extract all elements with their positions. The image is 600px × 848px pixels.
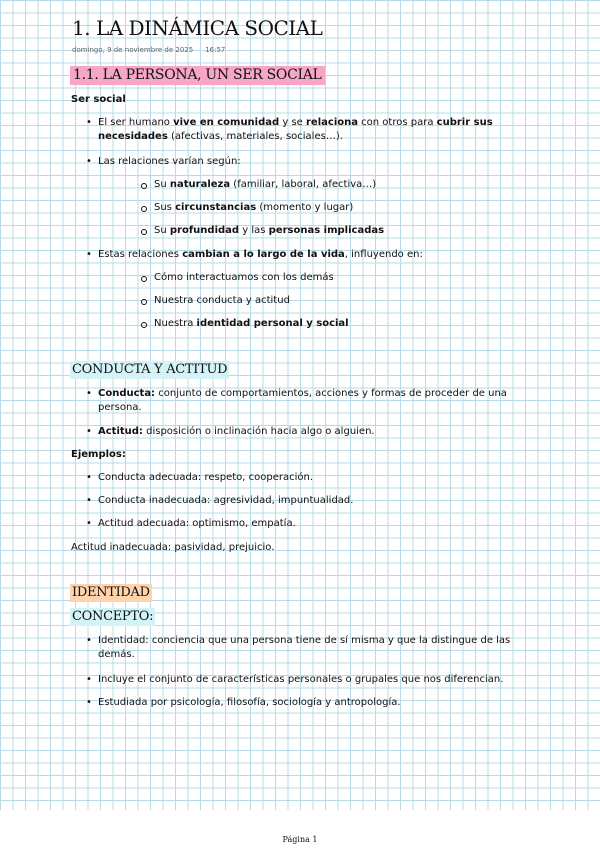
list-item: Cómo interactuamos con los demás [154,272,334,283]
bullet-icon: • [86,249,92,260]
list-item: Nuestra conducta y actitud [154,295,290,306]
bullet-icon: • [86,156,92,167]
page-time: 16:57 [205,46,226,54]
bullet-icon: • [86,697,92,708]
list-item: Actitud adecuada: optimismo, empatía. [98,518,296,529]
bullet-icon: • [86,674,92,685]
bullet-icon: • [86,518,92,529]
subheading-ser-social: Ser social [71,94,126,105]
bullet-icon: • [86,495,92,506]
list-item: Conducta inadecuada: agresividad, impuntualidad. [98,495,354,506]
section-heading-identidad: IDENTIDAD [72,585,150,600]
sub-bullet-icon [141,183,147,189]
section-heading-conducta: CONDUCTA Y ACTITUD [72,362,228,377]
list-item: Estudiada por psicología, filosofía, sociología y antropología. [98,697,401,708]
list-item: Conducta: conjunto de comportamientos, acciones y formas de proceder de una persona. [98,388,507,413]
list-item: Estas relaciones cambian a lo largo de la vida, influyendo en: [98,249,423,260]
list-item: Identidad: conciencia que una persona tiene de sí misma y que la distingue de las demás. [98,635,511,660]
bullet-icon: • [86,117,92,128]
bullet-icon: • [86,635,92,646]
sub-bullet-icon [141,276,147,282]
list-item: El ser humano vive en comunidad y se relaciona con otros para cubrir sus necesidades (afectivas, materiales, sociales…). [98,117,493,142]
bullet-icon: • [86,426,92,437]
page-number: Página 1 [282,835,318,844]
bullet-icon: • [86,388,92,399]
page-title: 1. LA DINÁMICA SOCIAL [72,16,323,40]
subheading-ejemplos: Ejemplos: [71,449,126,460]
list-item: Su naturaleza (familiar, laboral, afectiva…) [154,179,377,190]
list-item: Las relaciones varían según: [98,156,241,167]
list-item: Sus circunstancias (momento y lugar) [154,202,354,213]
list-item: Incluye el conjunto de características personales o grupales que nos diferencian. [98,674,504,685]
section-heading-persona: 1.1. LA PERSONA, UN SER SOCIAL [70,66,325,85]
paragraph: Actitud inadecuada: pasividad, prejuicio. [71,542,275,553]
sub-bullet-icon [141,229,147,235]
page-date: domingo, 9 de noviembre de 2025 [72,46,194,54]
sub-bullet-icon [141,299,147,305]
list-item: Conducta adecuada: respeto, cooperación. [98,472,313,483]
section-heading-concepto: CONCEPTO: [72,609,154,624]
page-meta [72,46,225,54]
list-item: Su profundidad y las personas implicadas [154,225,385,236]
list-item: Actitud: disposición o inclinación hacia algo o alguien. [98,426,375,437]
list-item: Nuestra identidad personal y social [154,318,349,329]
sub-bullet-icon [141,322,147,328]
bullet-icon: • [86,472,92,483]
sub-bullet-icon [141,206,147,212]
